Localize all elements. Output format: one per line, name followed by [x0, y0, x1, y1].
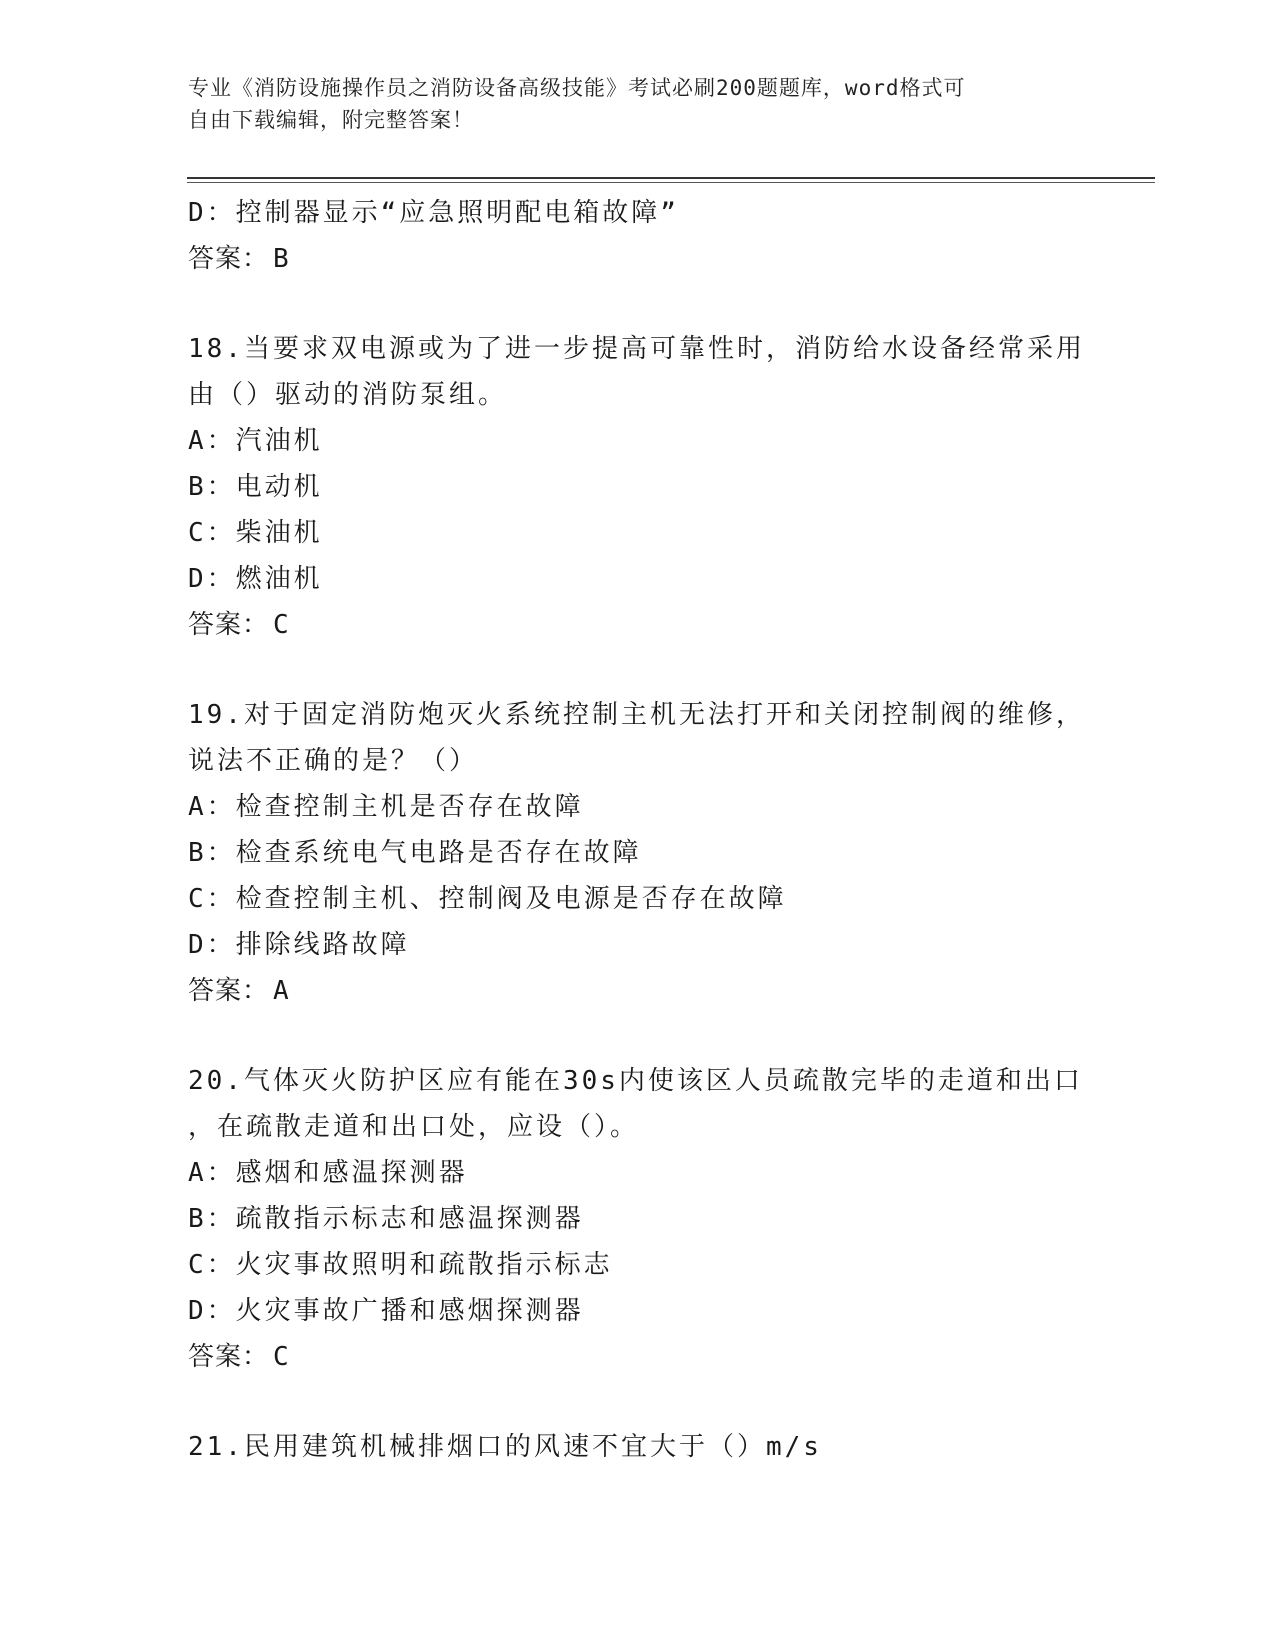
- option-c: C：检查控制主机、控制阀及电源是否存在故障: [188, 884, 787, 914]
- question-20: [188, 1058, 1088, 1380]
- option-a: A：感烟和感温探测器: [188, 1158, 468, 1188]
- question-stem-line-1: 20.气体灭火防护区应有能在30s内使该区人员疏散完毕的走道和出口: [188, 1066, 1083, 1096]
- question-21: [188, 1424, 1088, 1470]
- option-c: C：火灾事故照明和疏散指示标志: [188, 1250, 613, 1280]
- option-d: D：燃油机: [188, 564, 323, 594]
- question-18: [188, 326, 1088, 648]
- option-b: B：疏散指示标志和感温探测器: [188, 1204, 584, 1234]
- header-divider-thick: [187, 177, 1155, 179]
- spacer: [188, 1380, 1088, 1424]
- option-a: A：检查控制主机是否存在故障: [188, 792, 584, 822]
- document-body: [188, 190, 1088, 1470]
- answer-label: 答案：: [188, 244, 270, 274]
- option-a: A：汽油机: [188, 426, 323, 456]
- option-d-prev: D：控制器显示“应急照明配电箱故障”: [188, 198, 679, 228]
- question-stem-line-1: 18.当要求双电源或为了进一步提高可靠性时，消防给水设备经常采用: [188, 334, 1085, 364]
- option-c: C：柴油机: [188, 518, 323, 548]
- answer-value: C: [273, 1342, 290, 1372]
- answer-value: C: [273, 610, 290, 640]
- document-header: [188, 72, 1068, 136]
- header-line-2: 自由下载编辑，附完整答案！: [188, 108, 474, 132]
- answer-value: A: [273, 976, 290, 1006]
- question-stem-line-2: 说法不正确的是？（）: [188, 746, 479, 776]
- header-divider-thin: [187, 182, 1155, 183]
- option-d: D：排除线路故障: [188, 930, 410, 960]
- option-b: B：检查系统电气电路是否存在故障: [188, 838, 642, 868]
- answer: [188, 1334, 1088, 1380]
- spacer: [188, 648, 1088, 692]
- question-stem-line-2: 由（）驱动的消防泵组。: [188, 380, 508, 410]
- spacer: [188, 1014, 1088, 1058]
- option-b: B：电动机: [188, 472, 323, 502]
- header-line-1: 专业《消防设施操作员之消防设备高级技能》考试必刷200题题库，word格式可: [188, 76, 966, 100]
- question-stem-line-1: 21.民用建筑机械排烟口的风速不宜大于（）m/s: [188, 1432, 822, 1462]
- question-stem-line-1: 19.对于固定消防炮灭火系统控制主机无法打开和关闭控制阀的维修，: [188, 700, 1085, 730]
- question-stem-line-2: ，在疏散走道和出口处，应设（）。: [188, 1112, 640, 1142]
- answer-value: B: [273, 244, 290, 274]
- answer: [188, 602, 1088, 648]
- option-d: D：火灾事故广播和感烟探测器: [188, 1296, 584, 1326]
- question-19: [188, 692, 1088, 1014]
- answer-label: 答案：: [188, 610, 270, 640]
- answer-prev: [188, 236, 1088, 282]
- spacer: [188, 282, 1088, 326]
- answer: [188, 968, 1088, 1014]
- answer-label: 答案：: [188, 1342, 270, 1372]
- answer-label: 答案：: [188, 976, 270, 1006]
